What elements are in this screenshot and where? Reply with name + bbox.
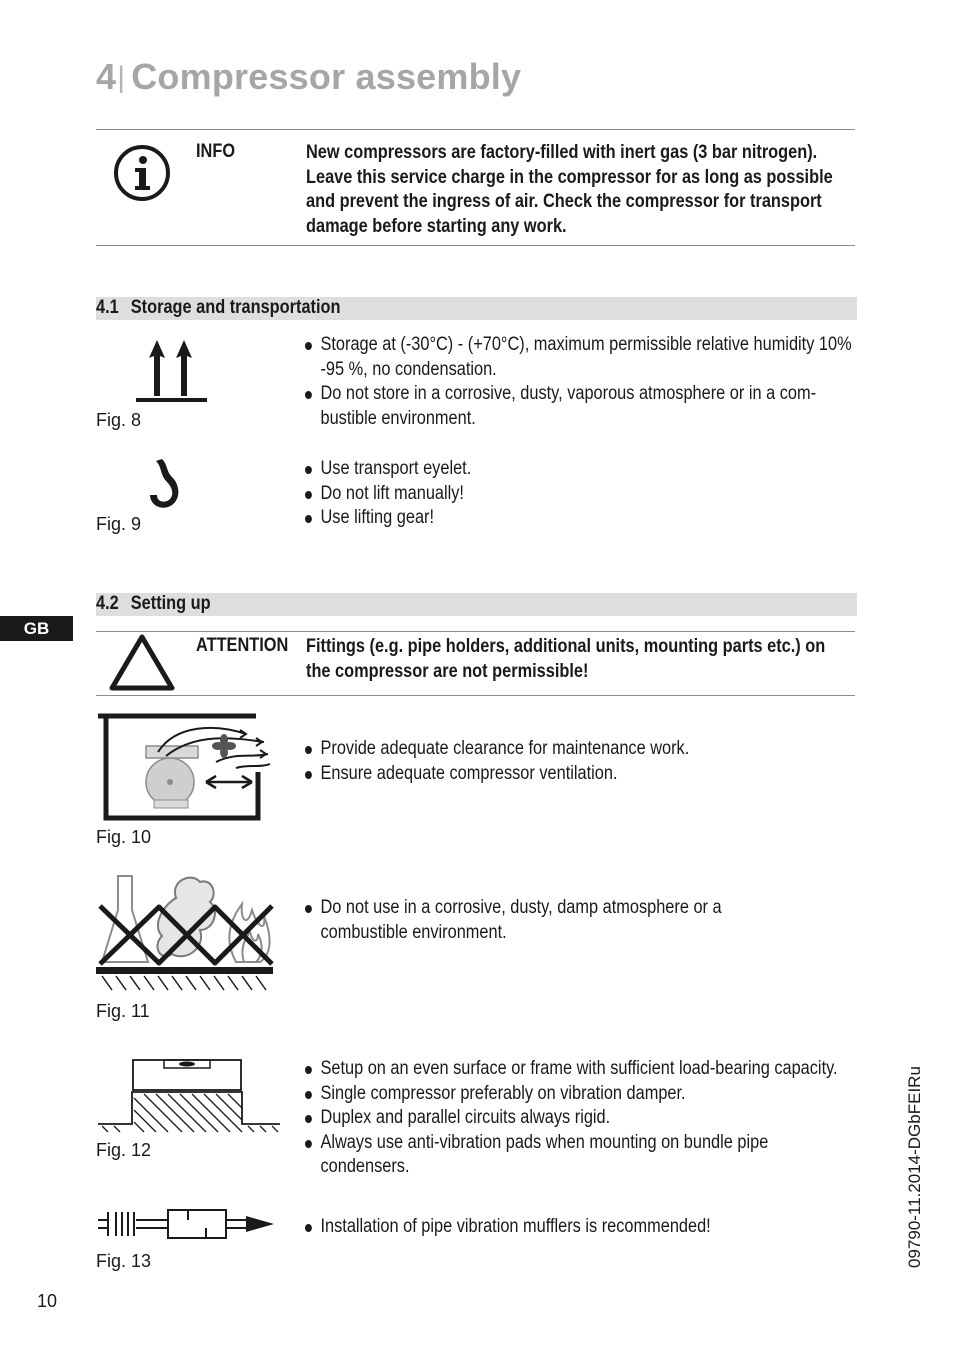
page-number: 10 xyxy=(37,1291,58,1311)
fig8-bullet-list xyxy=(305,333,868,431)
fig10-bullet-list xyxy=(305,737,689,786)
fig8-caption: Fig. 8 xyxy=(96,410,142,430)
ventilation-clearance-icon xyxy=(96,712,276,822)
section-number: 4.1 xyxy=(96,297,119,318)
chapter-number: 4 xyxy=(96,56,117,97)
this-way-up-arrows-icon xyxy=(136,340,208,404)
language-tab: GB xyxy=(0,616,73,641)
info-icon xyxy=(112,144,172,202)
vibration-muffler-icon xyxy=(96,1206,276,1242)
list-item: Do not lift manually! xyxy=(305,482,471,507)
level-surface-icon xyxy=(98,1058,282,1134)
attention-label: ATTENTION xyxy=(196,635,289,656)
attention-top-rule xyxy=(96,631,855,632)
fig12-caption: Fig. 12 xyxy=(96,1140,152,1160)
fig13-bullet-list xyxy=(305,1215,711,1240)
section-title-text: Setting up xyxy=(130,593,211,614)
list-item: Setup on an even surface or frame with sufficient load-bearing capacity. xyxy=(305,1057,838,1082)
info-text-line: and prevent the ingress of air. Check the compressor for transport xyxy=(306,191,822,212)
info-text-line: New compressors are factory-filled with inert gas (3 bar nitrogen). xyxy=(306,142,818,163)
list-item: Storage at (-30°C) - (+70°C), maximum permissible relative humidity 10% -95 %, no condensation. xyxy=(305,333,868,382)
attention-bottom-rule xyxy=(96,695,855,696)
fig13-caption: Fig. 13 xyxy=(96,1251,152,1271)
list-item: Do not store in a corrosive, dusty, vaporous atmosphere or in a com-bustible environment. xyxy=(305,382,868,431)
section-number: 4.2 xyxy=(96,593,119,614)
section-title-4-1 xyxy=(96,297,340,319)
fig9-bullet-list xyxy=(305,457,471,531)
info-text-line: Leave this service charge in the compressor for as long as possible xyxy=(306,166,833,188)
chapter-title-text: Compressor assembly xyxy=(131,56,522,97)
document-id: 09790-11.2014-DGbFEIRu xyxy=(905,1066,924,1268)
list-item: Installation of pipe vibration mufflers is recommended! xyxy=(305,1215,711,1240)
section-title-4-2 xyxy=(96,593,211,615)
list-item: Provide adequate clearance for maintenance work. xyxy=(305,737,689,762)
list-item: Always use anti-vibration pads when mounting on bundle pipe condensers. xyxy=(305,1131,820,1180)
list-item: Use lifting gear! xyxy=(305,506,471,531)
info-label: INFO xyxy=(196,141,236,162)
fig9-caption: Fig. 9 xyxy=(96,514,142,534)
warning-triangle-icon xyxy=(108,633,176,691)
lifting-hook-icon xyxy=(146,457,188,511)
info-bottom-rule xyxy=(96,245,855,246)
list-item: Duplex and parallel circuits always rigid. xyxy=(305,1106,838,1131)
list-item: Do not use in a corrosive, dusty, damp atmosphere or a combustible environment. xyxy=(305,896,750,945)
section-title-text: Storage and transportation xyxy=(130,297,341,318)
fig11-bullet-list xyxy=(305,896,750,945)
fig12-bullet-list xyxy=(305,1057,838,1180)
hazardous-atmosphere-crossed-icon xyxy=(96,870,274,992)
info-top-rule xyxy=(96,129,855,130)
attention-text xyxy=(306,635,825,684)
attention-text-line: Fittings (e.g. pipe holders, additional units, mounting parts etc.) on xyxy=(306,636,826,657)
info-text-line: damage before starting any work. xyxy=(306,215,567,237)
attention-text-line: the compressor are not permissible! xyxy=(306,660,589,682)
list-item: Use transport eyelet. xyxy=(305,457,471,482)
chapter-title xyxy=(96,56,521,98)
fig11-caption: Fig. 11 xyxy=(96,1001,150,1021)
fig10-caption: Fig. 10 xyxy=(96,827,152,847)
list-item: Single compressor preferably on vibration damper. xyxy=(305,1082,838,1107)
info-text xyxy=(306,141,833,239)
list-item: Ensure adequate compressor ventilation. xyxy=(305,762,689,787)
title-separator: | xyxy=(117,61,126,94)
